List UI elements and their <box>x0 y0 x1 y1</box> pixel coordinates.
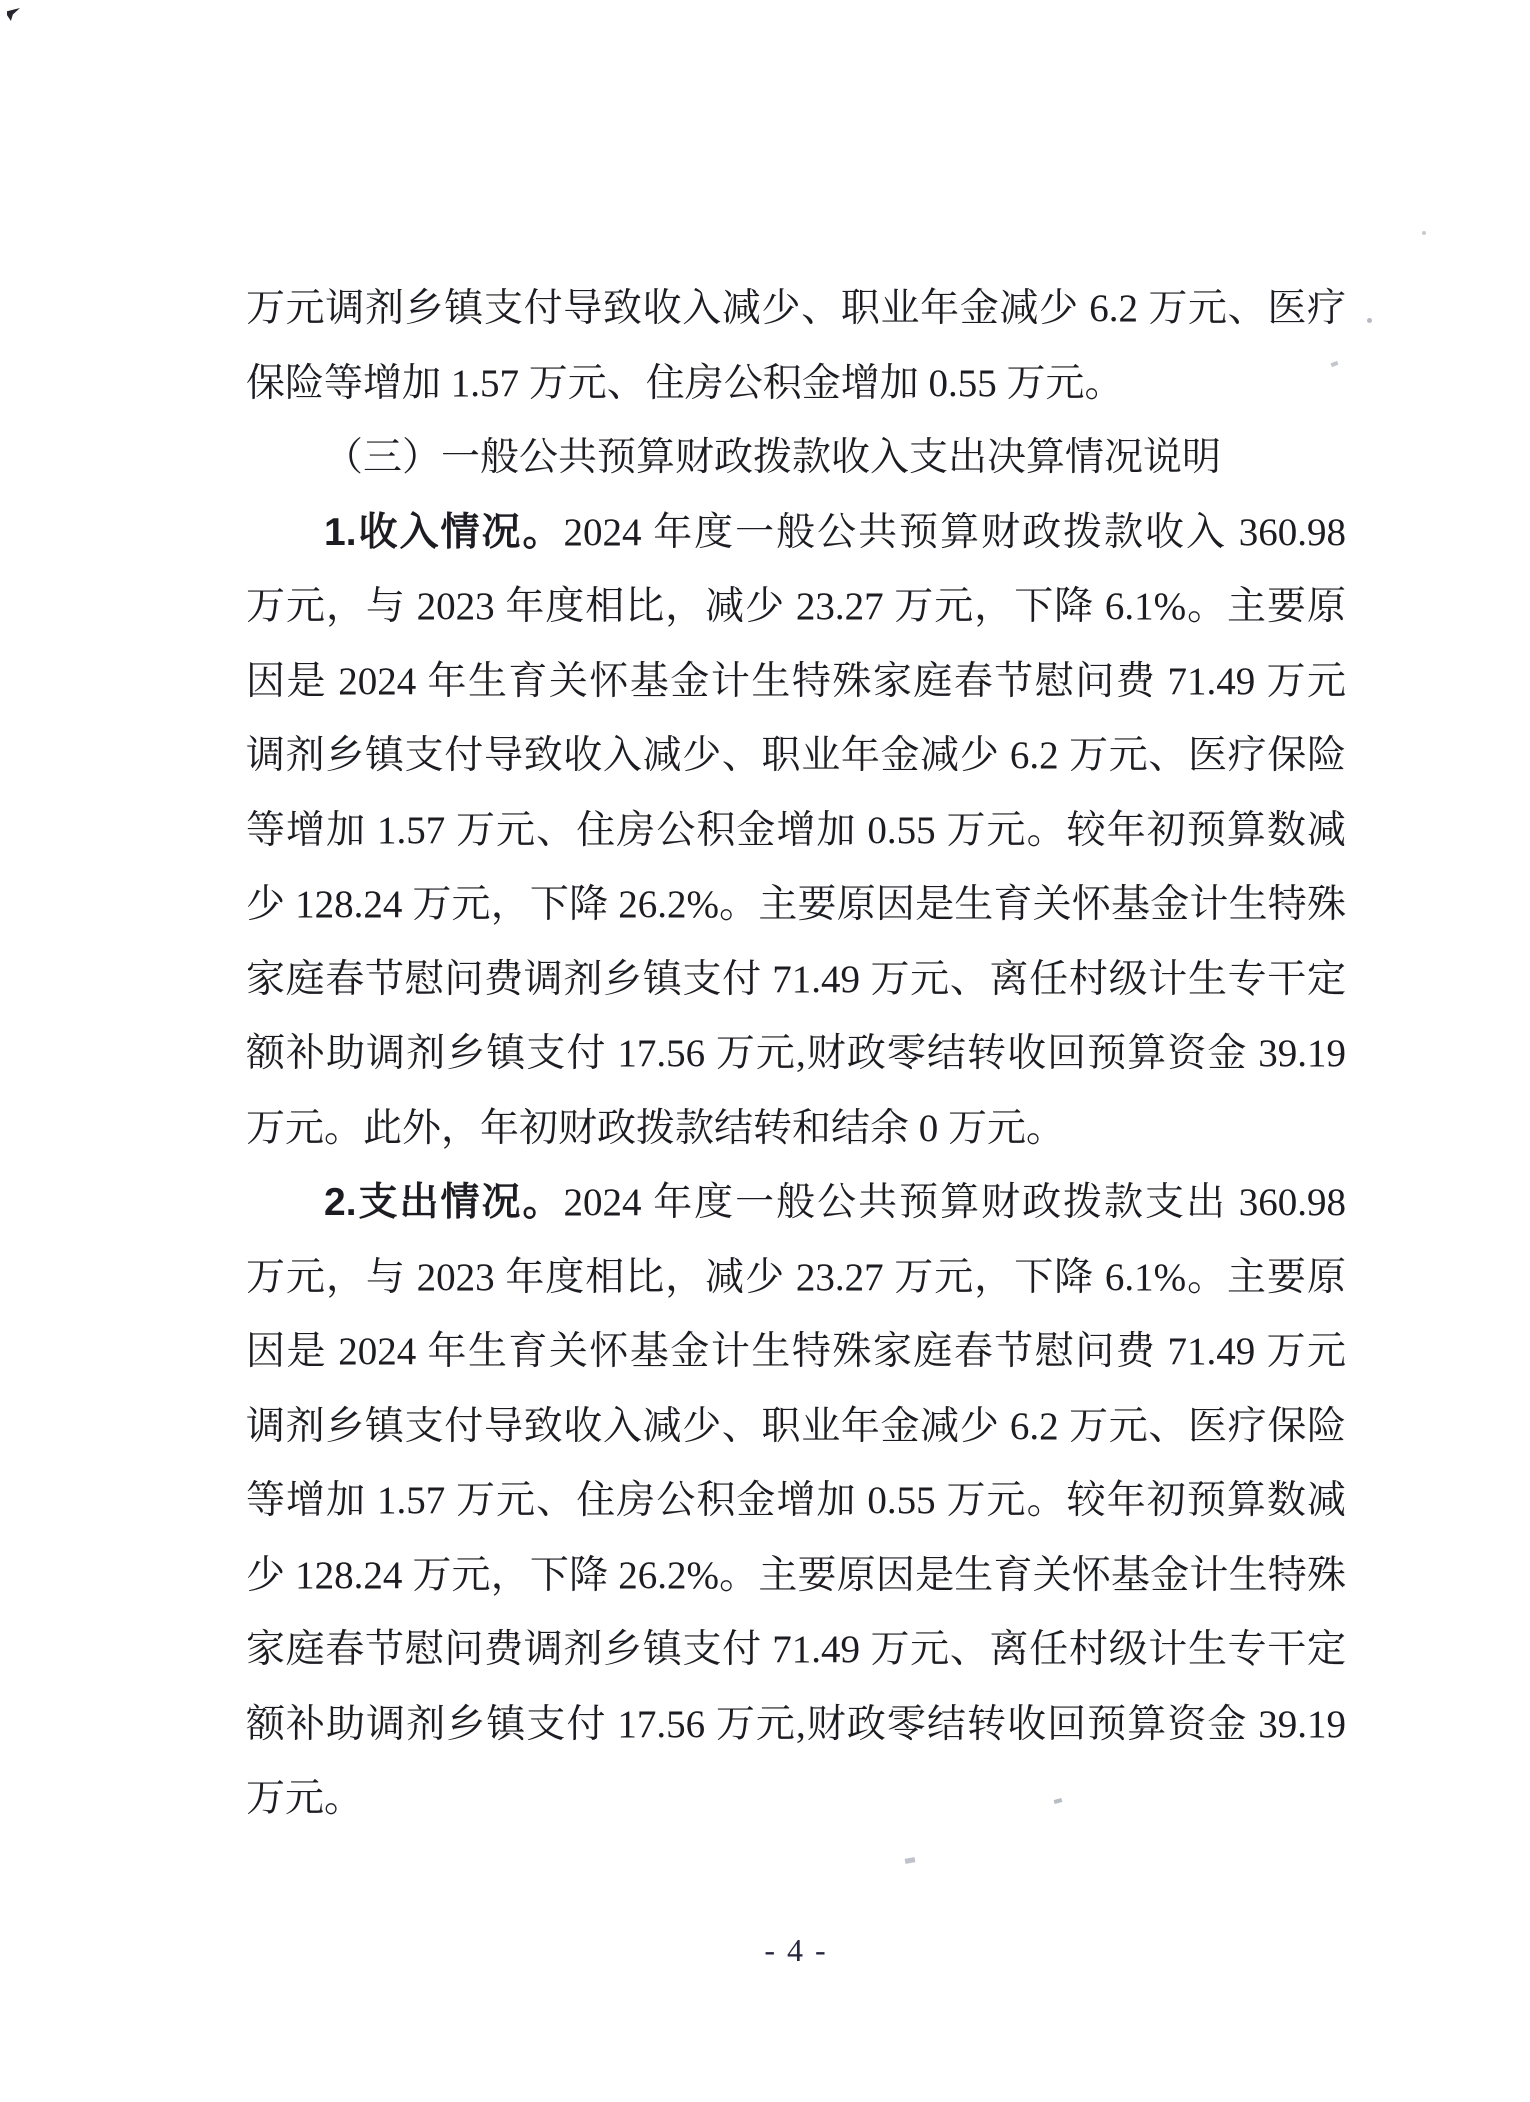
scan-speck <box>1367 318 1372 323</box>
body-text-segment: 2024 年度一般公共预算财政拨款支出 360.98 <box>563 1181 1346 1224</box>
expenditure-section-label: 2.支出情况。 <box>324 1181 564 1224</box>
body-text-line: 因是 2024 年生育关怀基金计生特殊家庭春节慰问费 71.49 万元 <box>246 1330 1346 1373</box>
scan-speck <box>905 1857 916 1864</box>
body-text-line: 保险等增加 1.57 万元、住房公积金增加 0.55 万元。 <box>246 361 1124 405</box>
income-section-label: 1.收入情况。 <box>324 510 564 554</box>
body-text-line: 调剂乡镇支付导致收入减少、职业年金减少 6.2 万元、医疗保险 <box>246 734 1346 777</box>
body-text-line: 少 128.24 万元，下降 26.2%。主要原因是生育关怀基金计生特殊 <box>246 883 1346 926</box>
body-text-line: 家庭春节慰问费调剂乡镇支付 71.49 万元、离任村级计生专干定 <box>246 1628 1346 1671</box>
body-text-line: 额补助调剂乡镇支付 17.56 万元,财政零结转收回预算资金 39.19 <box>246 1032 1346 1075</box>
body-text-line: 家庭春节慰问费调剂乡镇支付 71.49 万元、离任村级计生专干定 <box>246 957 1346 1001</box>
body-text-line: 万元。此外，年初财政拨款结转和结余 0 万元。 <box>246 1106 1066 1150</box>
scan-speck-corner <box>7 8 20 21</box>
body-text-segment: 2024 年度一般公共预算财政拨款收入 360.98 <box>563 510 1346 554</box>
document-body <box>246 272 1346 1837</box>
body-text-line: 因是 2024 年生育关怀基金计生特殊家庭春节慰问费 71.49 万元 <box>246 659 1346 703</box>
body-text-line: 万元。 <box>246 1777 364 1820</box>
body-text-line: 万元调剂乡镇支付导致收入减少、职业年金减少 6.2 万元、医疗 <box>246 287 1346 330</box>
body-text-line: 万元，与 2023 年度相比，减少 23.27 万元，下降 6.1%。主要原 <box>246 585 1346 628</box>
body-text-line <box>246 496 1346 571</box>
body-text-line <box>246 1166 1346 1241</box>
body-text-line: 等增加 1.57 万元、住房公积金增加 0.55 万元。较年初预算数减 <box>246 808 1346 852</box>
body-text-line: 额补助调剂乡镇支付 17.56 万元,财政零结转收回预算资金 39.19 <box>246 1702 1346 1746</box>
body-text-line: 调剂乡镇支付导致收入减少、职业年金减少 6.2 万元、医疗保险 <box>246 1404 1346 1448</box>
page-footer <box>246 1930 1346 1970</box>
page-number: - 4 - <box>764 1932 828 1968</box>
section-heading: （三）一般公共预算财政拨款收入支出决算情况说明 <box>324 436 1222 479</box>
scan-speck <box>1422 231 1426 235</box>
body-text-line: 等增加 1.57 万元、住房公积金增加 0.55 万元。较年初预算数减 <box>246 1479 1346 1522</box>
body-text-line: 万元，与 2023 年度相比，减少 23.27 万元，下降 6.1%。主要原 <box>246 1255 1346 1299</box>
body-text-line: 少 128.24 万元，下降 26.2%。主要原因是生育关怀基金计生特殊 <box>246 1553 1346 1597</box>
